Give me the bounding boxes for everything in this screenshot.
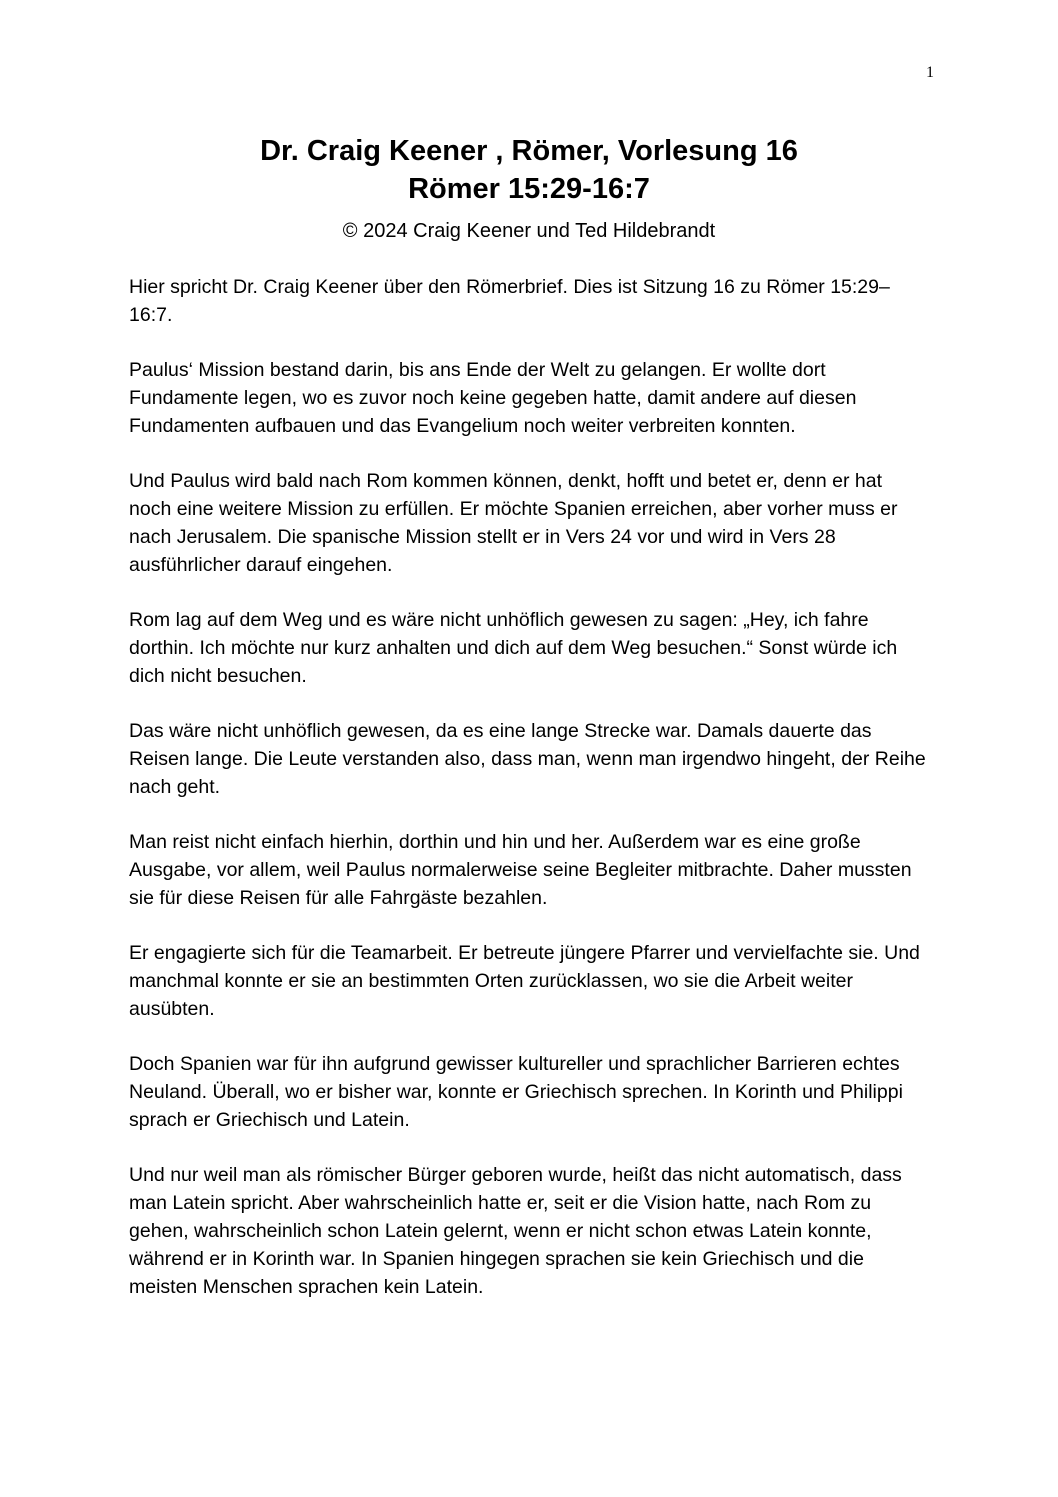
body-text <box>129 273 929 1328</box>
title-block <box>0 132 1058 244</box>
paragraph: Er engagierte sich für die Teamarbeit. Er betreute jüngere Pfarrer und vervielfachte sie. Und manchmal konnte er sie an bestimmten Orten zurücklassen, wo sie die Arbeit weiter ausübten. <box>129 942 920 1020</box>
page-number: 1 <box>926 64 934 81</box>
paragraph: Rom lag auf dem Weg und es wäre nicht unhöflich gewesen zu sagen: „Hey, ich fahre dorthin. Ich möchte nur kurz anhalten und dich auf dem Weg besuchen.“ Sonst würde ich dich nicht besuchen. <box>129 609 898 687</box>
document-subtitle: Römer 15:29-16:7 <box>408 173 650 205</box>
paragraph: Und Paulus wird bald nach Rom kommen können, denkt, hofft und betet er, denn er hat noch eine weitere Mission zu erfüllen. Er möchte Spanien erreichen, aber vorher muss er nach Jerusalem. Die spanische Mission stellt er in Vers 24 vor und wird in Vers 28 ausführlicher darauf eingehen. <box>129 470 898 576</box>
paragraph: Das wäre nicht unhöflich gewesen, da es eine lange Strecke war. Damals dauerte das Reisen lange. Die Leute verstanden also, dass man, wenn man irgendwo hingeht, der Reihe nach geht. <box>129 720 926 798</box>
document-title: Dr. Craig Keener , Römer, Vorlesung 16 <box>260 135 798 167</box>
paragraph: Und nur weil man als römischer Bürger geboren wurde, heißt das nicht automatisch, dass man Latein spricht. Aber wahrscheinlich hatte er, seit er die Vision hatte, nach Rom zu gehen, wahrscheinlich schon Latein gelernt, wenn er nicht schon etwas Latein konnte, während er in Korinth war. In Spanien hingegen sprachen sie kein Griechisch und die meisten Menschen sprachen kein Latein. <box>129 1164 902 1298</box>
paragraph: Man reist nicht einfach hierhin, dorthin und hin und her. Außerdem war es eine große Ausgabe, vor allem, weil Paulus normalerweise seine Begleiter mitbrachte. Daher mussten sie für diese Reisen für alle Fahrgäste bezahlen. <box>129 831 912 909</box>
copyright-notice: © 2024 Craig Keener und Ted Hildebrandt <box>342 220 716 242</box>
paragraph: Hier spricht Dr. Craig Keener über den Römerbrief. Dies ist Sitzung 16 zu Römer 15:29–16:7. <box>129 276 890 326</box>
paragraph: Doch Spanien war für ihn aufgrund gewisser kultureller und sprachlicher Barrieren echtes Neuland. Überall, wo er bisher war, konnte er Griechisch sprechen. In Korinth und Philippi sprach er Griechisch und Latein. <box>129 1053 903 1131</box>
paragraph: Paulus‘ Mission bestand darin, bis ans Ende der Welt zu gelangen. Er wollte dort Fundamente legen, wo es zuvor noch keine gegeben hatte, damit andere auf diesen Fundamenten aufbauen und das Evangelium noch weiter verbreiten konnten. <box>129 359 857 437</box>
